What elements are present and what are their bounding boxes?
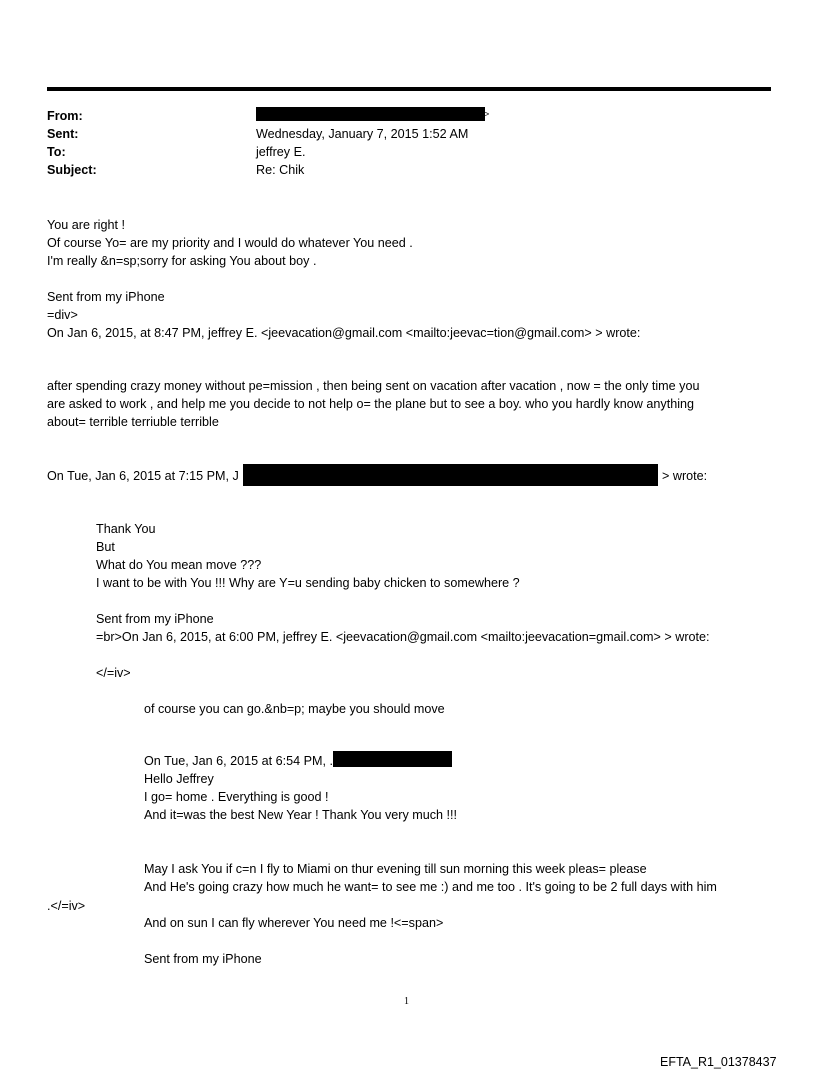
quoted-line: I go= home . Everything is good ! xyxy=(144,790,329,804)
body-line: after spending crazy money without pe=mission , then being sent on vacation after vacation , now = the only time you xyxy=(47,379,700,393)
quoted-line: .</=iv> xyxy=(47,899,86,913)
quoted-line: of course you can go.&nb=p; maybe you should move xyxy=(144,702,445,716)
from-redaction xyxy=(256,107,485,121)
page-number: 1 xyxy=(404,996,409,1007)
body-line: Of course Yo= are my priority and I would do whatever You need . xyxy=(47,236,413,250)
body-line: I'm really &n=sp;sorry for asking You about boy . xyxy=(47,254,317,268)
quoted-line: Thank You xyxy=(96,522,156,536)
quoted-line: I want to be with You !!! Why are Y=u sending baby chicken to somewhere ? xyxy=(96,576,520,590)
from-trailing: > xyxy=(484,109,490,119)
to-label: To: xyxy=(47,145,66,159)
sent-value: Wednesday, January 7, 2015 1:52 AM xyxy=(256,127,469,141)
quoted-line: Hello Jeffrey xyxy=(144,772,214,786)
sender-redaction xyxy=(243,464,658,486)
from-label: From: xyxy=(47,109,83,123)
body-line: Sent from my iPhone xyxy=(47,290,165,304)
body-line: You are right ! xyxy=(47,218,125,232)
bates-number: EFTA_R1_01378437 xyxy=(660,1055,777,1069)
quoted-line: And He's going crazy how much he want= to see me :) and me too . It's going to be 2 full days with him xyxy=(144,880,717,894)
header-rule xyxy=(47,87,771,91)
subject-label: Subject: xyxy=(47,163,97,177)
quoted-line: Sent from my iPhone xyxy=(144,952,262,966)
quoted-line: On Tue, Jan 6, 2015 at 6:54 PM, . xyxy=(144,754,334,768)
body-line: about= terrible terriuble terrible xyxy=(47,415,219,429)
body-line: =div> xyxy=(47,308,78,322)
quoted-line: Sent from my iPhone xyxy=(96,612,214,626)
subject-value: Re: Chik xyxy=(256,163,305,177)
quoted-line: </=iv> xyxy=(96,666,131,680)
to-value: jeffrey E. xyxy=(256,145,306,159)
body-line: On Tue, Jan 6, 2015 at 7:15 PM, J xyxy=(47,469,239,483)
body-line: > wrote: xyxy=(662,469,708,483)
sender-redaction xyxy=(333,751,452,767)
quoted-line: =br>On Jan 6, 2015, at 6:00 PM, jeffrey E. <jeevacation@gmail.com <mailto:jeevacation=gmail.com> > wrote: xyxy=(96,630,710,644)
body-line: On Jan 6, 2015, at 8:47 PM, jeffrey E. <jeevacation@gmail.com <mailto:jeevac=tion@gmail.com> > wrote: xyxy=(47,326,641,340)
body-line: are asked to work , and help me you decide to not help o= the plane but to see a boy. who you hardly know anything xyxy=(47,397,695,411)
quoted-line: And on sun I can fly wherever You need me !<=span> xyxy=(144,916,444,930)
quoted-line: What do You mean move ??? xyxy=(96,558,262,572)
quoted-line: And it=was the best New Year ! Thank You very much !!! xyxy=(144,808,458,822)
quoted-line: May I ask You if c=n I fly to Miami on thur evening till sun morning this week pleas= please xyxy=(144,862,647,876)
quoted-line: But xyxy=(96,540,115,554)
sent-label: Sent: xyxy=(47,127,79,141)
